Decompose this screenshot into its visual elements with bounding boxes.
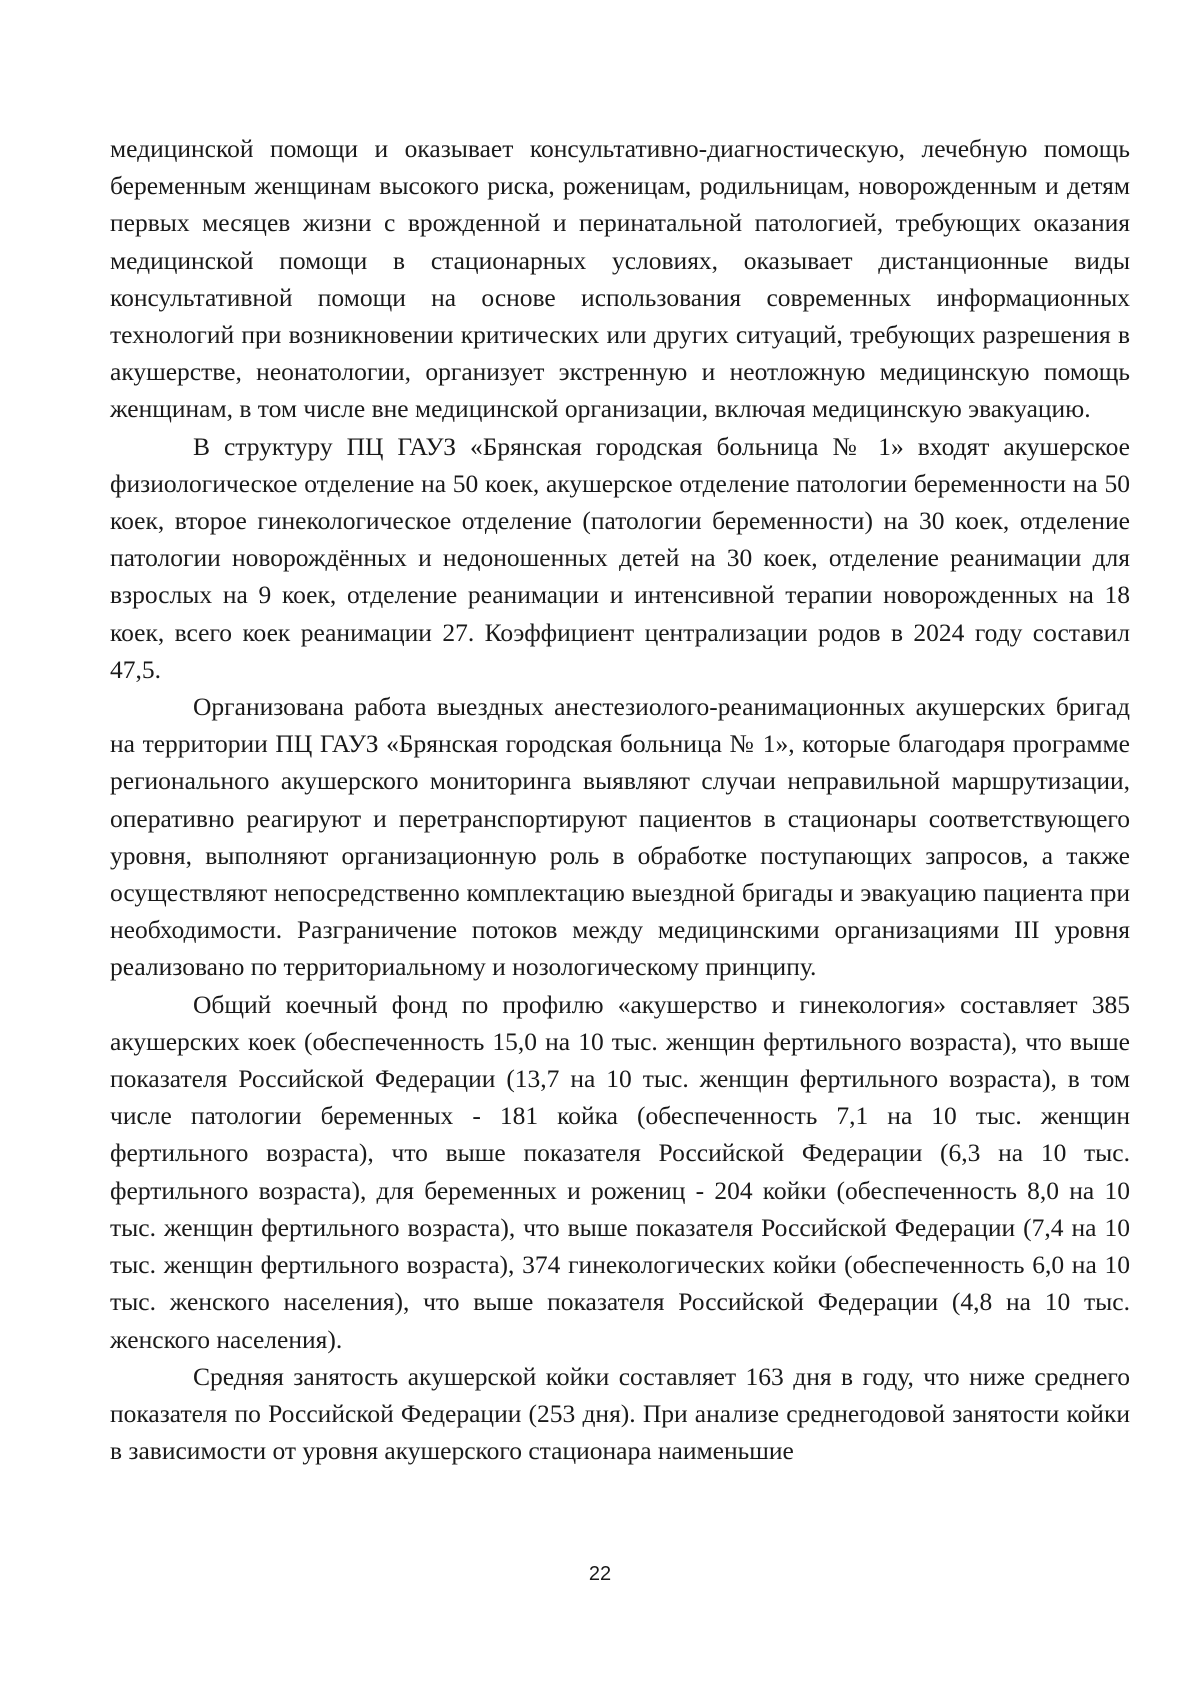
paragraph-bed-occupancy: Средняя занятость акушерской койки составляет 163 дня в году, что ниже среднего показателя по Российской Федерации (253 дня). При анализе среднегодовой занятости койки в зависимости от уровня акушерского стационара наименьшие xyxy=(110,1361,1130,1466)
paragraph-bed-fund: Общий коечный фонд по профилю «акушерство и гинекология» составляет 385 акушерских коек (обеспеченность 15,0 на 10 тыс. женщин фертильного возраста), что выше показателя Российской Федерации (13,7 на 10 тыс. женщин фертильного возраста), в том числе патологии беременных - 181 койка (обеспеченность 7,1 на 10 тыс. женщин фертильного возраста), что выше показателя Российской Федерации (6,3 на 10 тыс. фертильного возраста), для беременных и рожениц - 204 койки (обеспеченность 8,0 на 10 тыс. женщин фертильного возраста), что выше показателя Российской Федерации (7,4 на 10 тыс. женщин фертильного возраста), 374 гинекологических койки (обеспеченность 6,0 на 10 тыс. женского населения), что выше показателя Российской Федерации (4,8 на 10 тыс. женского населения). xyxy=(110,989,1130,1354)
paragraph-continuation: медицинской помощи и оказывает консультативно-диагностическую, лечебную помощь беременным женщинам высокого риска, роженицам, родильницам, новорожденным и детям первых месяцев жизни с врожденной и перинатальной патологией, требующих оказания медицинской помощи в стационарных условиях, оказывает дистанционные виды консультативной помощи на основе использования современных информационных технологий при возникновении критических или других ситуаций, требующих разрешения в акушерстве, неонатологии, организует экстренную и неотложную медицинскую помощь женщинам, в том числе вне медицинской организации, включая медицинскую эвакуацию. xyxy=(110,134,1130,424)
paragraph-structure: В структуру ПЦ ГАУЗ «Брянская городская больница № 1» входят акушерское физиологическое отделение на 50 коек, акушерское отделение патологии беременности на 50 коек, второе гинекологическое отделение (патологии беременности) на 30 коек, отделение патологии новорождённых и недоношенных детей на 30 коек, отделение реанимации для взрослых на 9 коек, отделение реанимации и интенсивной терапии новорожденных на 18 коек, всего коек реанимации 27. Коэффициент централизации родов в 2024 году составил 47,5. xyxy=(110,431,1130,684)
paragraph-brigades: Организована работа выездных анестезиолого-реанимационных акушерских бригад на территории ПЦ ГАУЗ «Брянская городская больница № 1», которые благодаря программе регионального акушерского мониторинга выявляют случаи неправильной маршрутизации, оперативно реагируют и перетранспортируют пациентов в стационары соответствующего уровня, выполняют организационную роль в обработке поступающих запросов, а также осуществляют непосредственно комплектацию выездной бригады и эвакуацию пациента при необходимости. Разграничение потоков между медицинскими организациями III уровня реализовано по территориальному и нозологическому принципу. xyxy=(110,692,1130,982)
body-text xyxy=(110,130,1130,1469)
page-number: 22 xyxy=(588,1563,612,1585)
